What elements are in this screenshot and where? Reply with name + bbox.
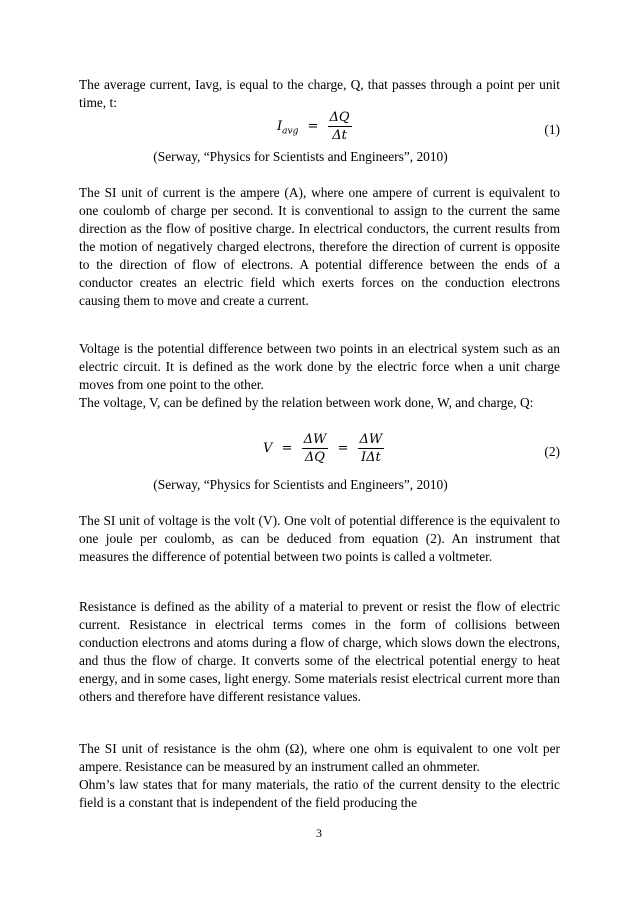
eq2-numerator-2: ΔW <box>359 432 383 447</box>
paragraph-text: Ohm’s law states that for many materials, the ratio of the current density to the electric field is a constant that is independent of the field producing the <box>79 777 560 810</box>
equation-2 <box>79 432 560 472</box>
paragraph-voltage <box>79 340 560 412</box>
eq1-lhs: I <box>277 119 283 134</box>
equation-1-body <box>277 110 352 143</box>
eq2-lhs: V <box>263 441 273 456</box>
eq1-numerator: ΔQ <box>329 110 350 125</box>
paragraph-text: The average current, Iavg, is equal to the charge, Q, that passes through a point per unit time, t: <box>79 77 560 110</box>
eq1-lhs-sub: avg <box>282 126 299 137</box>
paragraph-resistance <box>79 598 560 706</box>
citation-1: (Serway, “Physics for Scientists and Engineers”, 2010) <box>153 149 448 164</box>
eq2-fraction-1 <box>302 432 329 465</box>
eq2-denominator-2: IΔt <box>361 450 381 465</box>
eq2-equals-2: = <box>337 441 349 456</box>
eq2-equals: = <box>281 441 293 456</box>
paragraph-text: Resistance is defined as the ability of a material to prevent or resist the flow of electric current. Resistance in electrical terms comes in the form of collisions between conduction electrons and atoms during a flow of charge, which slows down the electrons, and thus the flow of charge. It converts some of the electrical potential energy to heat energy, and in some cases, light energy. Some materials resist electrical current more than others and therefore have different resistance values. <box>79 599 560 704</box>
paragraph-text: The SI unit of voltage is the volt (V). One volt of potential difference is the equivalent to one joule per coulomb, as can be deduced from equation (2). An instrument that measures the difference of potential between two points is called a voltmeter. <box>79 513 560 564</box>
equation-1 <box>79 110 560 150</box>
paragraph-current-unit <box>79 184 560 310</box>
paragraph-resistance-unit <box>79 740 560 812</box>
eq2-numerator-1: ΔW <box>303 432 327 447</box>
paragraph-text: Voltage is the potential difference between two points in an electrical system such as an electric circuit. It is defined as the work done by the electric force when a unit charge moves from one point to the other. <box>79 341 560 392</box>
equation-1-number: (1) <box>544 122 560 137</box>
eq2-fraction-2 <box>358 432 385 465</box>
eq2-denominator-1: ΔQ <box>304 450 325 465</box>
paragraph-text: The voltage, V, can be defined by the relation between work done, W, and charge, Q: <box>79 395 534 410</box>
paragraph-average-current <box>79 76 560 112</box>
eq1-equals: = <box>307 119 319 134</box>
page-number: 3 <box>316 826 322 840</box>
eq1-denominator: Δt <box>332 128 347 143</box>
paragraph-text: The SI unit of current is the ampere (A), where one ampere of current is equivalent to one coulomb of charge per second. It is conventional to assign to the current the same direction as the flow of positive charge. In electrical conductors, the current results from the motion of negatively charged electrons, therefore the direction of current is opposite to the direction of flow of electrons. A potential difference between the ends of a conductor creates an electric field which exerts forces on the conduction electrons causing them to move and create a current. <box>79 185 560 308</box>
equation-2-number: (2) <box>544 444 560 459</box>
equation-2-body <box>263 432 384 465</box>
citation-2: (Serway, “Physics for Scientists and Engineers”, 2010) <box>153 477 448 492</box>
paragraph-text: The SI unit of resistance is the ohm (Ω), where one ohm is equivalent to one volt per ampere. Resistance can be measured by an instrument called an ohmmeter. <box>79 741 560 774</box>
paragraph-voltage-unit <box>79 512 560 566</box>
eq1-fraction <box>328 110 352 143</box>
